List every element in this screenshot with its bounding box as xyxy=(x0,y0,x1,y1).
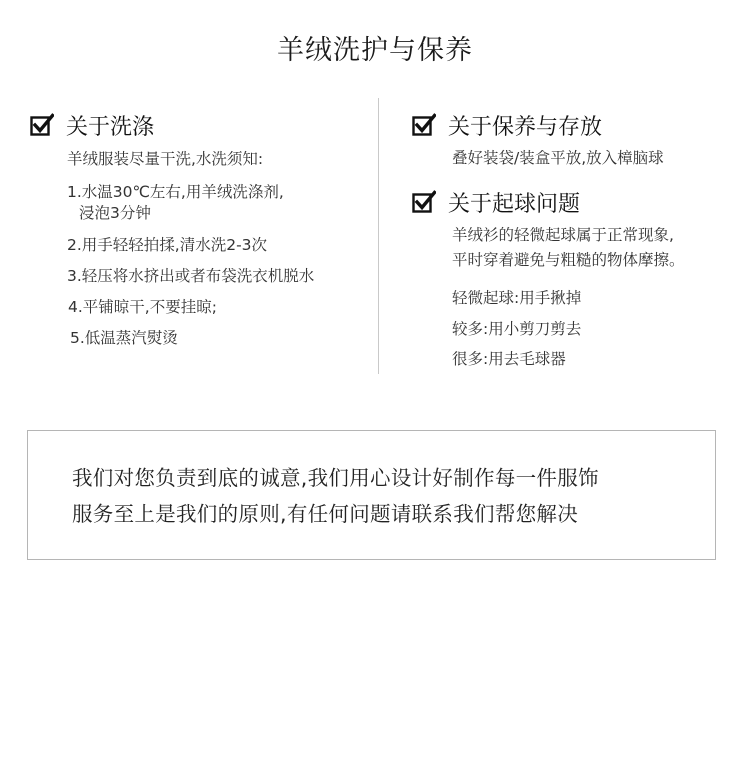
pilling-tip: 轻微起球:用手揪掉 xyxy=(452,289,582,307)
column-divider xyxy=(378,98,379,374)
checkbox-checked-icon xyxy=(412,190,436,214)
page-title: 羊绒洗护与保养 xyxy=(277,35,473,66)
pilling-desc-line: 羊绒衫的轻微起球属于正常现象, xyxy=(452,226,674,244)
washing-step: 4.平铺晾干,不要挂晾; xyxy=(68,298,217,316)
washing-header xyxy=(30,108,365,142)
pilling-desc-line: 平时穿着避免与粗糙的物体摩擦。 xyxy=(452,251,685,269)
washing-title: 关于洗涤 xyxy=(66,114,155,140)
pilling-tip: 较多:用小剪刀剪去 xyxy=(452,319,582,338)
storage-title: 关于保养与存放 xyxy=(448,114,603,140)
storage-text: 叠好装袋/装盒平放,放入樟脑球 xyxy=(452,149,664,167)
checkbox-checked-icon xyxy=(412,113,436,137)
washing-step: 3.轻压将水挤出或者布袋洗衣机脱水 xyxy=(67,267,315,285)
washing-steps xyxy=(67,177,365,354)
washing-step: 1.水温30℃左右,用羊绒洗涤剂, xyxy=(67,183,284,201)
checkbox-checked-icon xyxy=(30,113,54,137)
washing-step-continued: 浸泡3分钟 xyxy=(79,204,151,222)
service-promise-box xyxy=(27,430,716,560)
pilling-description xyxy=(452,223,742,273)
pilling-header xyxy=(412,185,742,219)
storage-header xyxy=(412,108,742,142)
promise-line: 我们对您负责到底的诚意,我们用心设计好制作每一件服饰 xyxy=(72,466,599,490)
pilling-title: 关于起球问题 xyxy=(448,191,581,217)
pilling-tips xyxy=(452,283,742,375)
washing-intro: 羊绒服装尽量干洗,水洗须知: xyxy=(67,150,264,168)
pilling-tip: 很多:用去毛球器 xyxy=(452,350,566,368)
promise-line: 服务至上是我们的原则,有任何问题请联系我们帮您解决 xyxy=(72,502,579,526)
washing-section xyxy=(30,108,365,354)
care-section xyxy=(412,108,742,375)
washing-step: 5.低温蒸汽熨烫 xyxy=(70,329,178,347)
washing-step: 2.用手轻轻拍揉,清水洗2-3次 xyxy=(67,236,268,254)
